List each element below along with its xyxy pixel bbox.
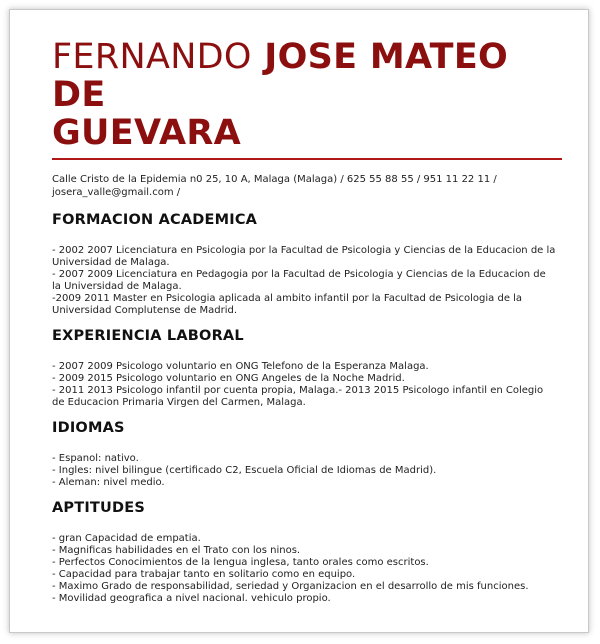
section-education — [52, 212, 557, 317]
list-item: - gran Capacidad de empatia. — [52, 533, 201, 544]
education-list — [52, 245, 557, 317]
experience-list — [52, 361, 557, 409]
section-experience — [52, 328, 557, 409]
first-name: FERNANDO — [52, 37, 252, 77]
list-item: - 2009 2015 Psicologo voluntario en ONG Angeles de la Noche Madrid. — [52, 373, 405, 384]
list-item: - Capacidad para trabajar tanto en solitario como en equipo. — [52, 569, 356, 580]
list-item: - Magnificas habilidades en el Trato con los ninos. — [52, 545, 301, 556]
list-item: - 2002 2007 Licenciatura en Psicologia por la Facultad de Psicologia y Ciencias de la Educacion de la Universidad de Malaga. — [52, 245, 556, 268]
list-item: - Perfectos Conocimientos de la lengua inglesa, tanto orales como escritos. — [52, 557, 429, 568]
last-name-line2: GUEVARA — [52, 113, 241, 153]
cv-page — [9, 9, 589, 633]
skills-list — [52, 533, 557, 605]
last-name-line1: JOSE MATEO DE — [52, 37, 509, 115]
section-title-experience: EXPERIENCIA LABORAL — [52, 328, 244, 344]
list-item: - Movilidad geografica a nivel nacional. vehiculo propio. — [52, 593, 331, 604]
section-skills — [52, 500, 557, 605]
header-divider — [52, 158, 562, 160]
list-item: - Aleman: nivel medio. — [52, 477, 165, 488]
list-item: - 2007 2009 Psicologo voluntario en ONG Telefono de la Esperanza Malaga. — [52, 361, 429, 372]
list-item: - Maximo Grado de responsabilidad, seriedad y Organizacion en el desarrollo de mis funciones. — [52, 581, 529, 592]
candidate-name — [52, 38, 557, 152]
languages-list — [52, 453, 557, 489]
section-languages — [52, 420, 557, 489]
section-title-languages: IDIOMAS — [52, 420, 125, 436]
list-item: - Ingles: nivel bilingue (certificado C2, Escuela Oficial de Idiomas de Madrid). — [52, 465, 437, 476]
list-item: - 2007 2009 Licenciatura en Pedagogia por la Facultad de Psicologia y Ciencias de la Educacion de la Universidad de Malaga. — [52, 269, 546, 292]
contact-info: Calle Cristo de la Epidemia n0 25, 10 A, Malaga (Malaga) / 625 55 88 55 / 951 11 22 11 / josera_valle@gmail.com / — [52, 174, 497, 198]
section-title-skills: APTITUDES — [52, 500, 145, 516]
list-item: - 2011 2013 Psicologo infantil por cuenta propia, Malaga.- 2013 2015 Psicologo infantil en Colegio de Educacion Primaria Virgen del Carmen, Malaga. — [52, 385, 544, 408]
list-item: -2009 2011 Master en Psicologia aplicada al ambito infantil por la Facultad de Psicologia de la Universidad Complutense de Madrid. — [52, 293, 523, 316]
cv-content — [52, 38, 557, 605]
section-title-education: FORMACION ACADEMICA — [52, 212, 258, 228]
list-item: - Espanol: nativo. — [52, 453, 139, 464]
